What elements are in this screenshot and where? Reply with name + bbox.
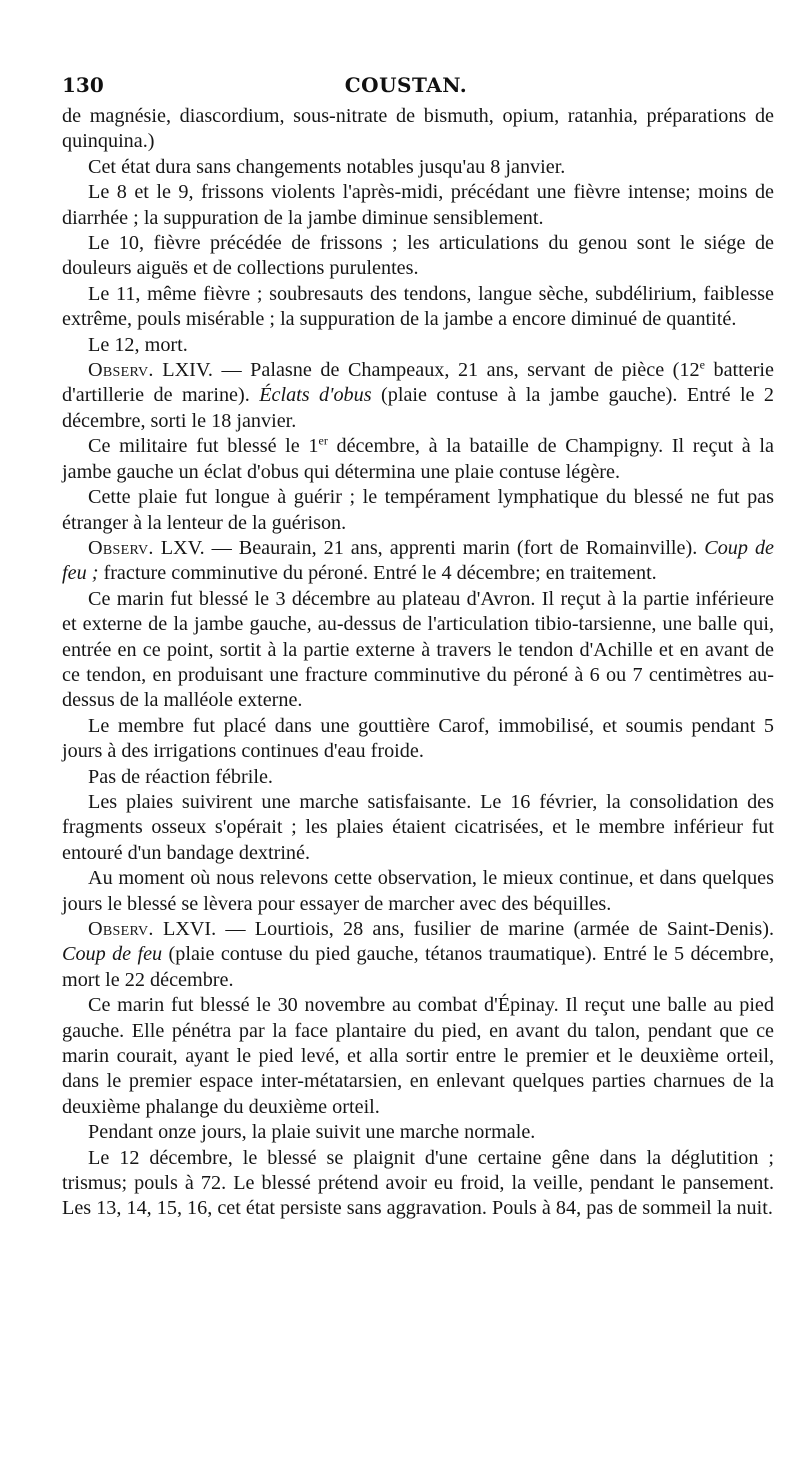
observation-details: fracture comminutive du péroné. Entré le 4 décembre; en traitement. — [103, 562, 657, 585]
paragraph: Le 12 décembre, le blessé se plaignit d'une certaine gêne dans la déglutition ; trismus; pouls à 72. Le blessé prétend avoir eu froid, la veille, pendant le pansement. Les 13, 14, 15, 16, cet état persiste sans aggravation. Pouls à 84, pas de sommeil la nuit. — [62, 1146, 774, 1220]
paragraph — [62, 434, 774, 485]
observation-text: batterie d'artillerie de marine). — [62, 359, 774, 407]
observation-heading — [62, 536, 774, 587]
paragraph-text: décembre, à la bataille de Champigny. Il reçut à la jambe gauche un éclat d'obus qui détermina une plaie contuse légère. — [62, 435, 774, 483]
observation-number: LXV. — Beaurain, 21 ans, apprenti marin (fort de Romainville). — [160, 536, 698, 559]
paragraph: Ce marin fut blessé le 3 décembre au plateau d'Avron. Il reçut à la partie inférieure et externe de la jambe gauche, au-dessus de l'articulation tibio-tarsienne, une balle qui, entrée en ce point, sortit à la partie externe à travers le tendon d'Achille et en avant de ce tendon, en produisant une fracture comminutive du péroné à 6 ou 7 centimètres au-dessus de la malléole externe. — [62, 587, 774, 712]
paragraph: Le 11, même fièvre ; soubresauts des tendons, langue sèche, subdélirium, faiblesse extrême, pouls misérable ; la suppuration de la jambe a encore diminué de quantité. — [62, 282, 774, 331]
observation-diagnosis: Coup de feu — [62, 943, 163, 966]
observation-heading — [62, 358, 774, 434]
observation-heading — [62, 917, 774, 993]
observation-details: (plaie contuse du pied gauche, tétanos traumatique). Entré le 5 décembre, mort le 22 décembre. — [62, 943, 774, 991]
ordinal-superscript: e — [699, 357, 705, 372]
paragraph: Au moment où nous relevons cette observation, le mieux continue, et dans quelques jours le blessé se lèvera pour essayer de marcher avec des béquilles. — [62, 867, 774, 915]
observation-diagnosis: Éclats d'obus — [259, 384, 372, 407]
observation-label: Observ. — [88, 536, 154, 559]
running-head — [62, 70, 750, 100]
observation-number: LXVI. — Lourtiois, 28 ans, fusilier de marine (armée de Saint-Denis). — [162, 918, 775, 940]
body-text — [62, 104, 774, 1222]
paragraph: Le membre fut placé dans une gouttière Carof, immobilisé, et soumis pendant 5 jours à des irrigations continues d'eau froide. — [62, 714, 774, 763]
paragraph: Pendant onze jours, la plaie suivit une marche normale. — [88, 1121, 536, 1144]
observation-number: LXIV. — Palasne de Champeaux, 21 ans, servant de pièce (12 — [162, 359, 700, 382]
paragraph: Le 8 et le 9, frissons violents l'après-midi, précédant une fièvre intense; moins de diarrhée ; la suppuration de la jambe diminue sensiblement. — [62, 181, 774, 229]
paragraph: Les plaies suivirent une marche satisfaisante. Le 16 février, la consolidation des fragments osseux s'opérait ; les plaies étaient cicatrisées, et le membre inférieur fut entouré d'un bandage dextriné. — [62, 790, 774, 864]
observation-label: Observ. — [88, 359, 154, 382]
paragraph: Ce marin fut blessé le 30 novembre au combat d'Épinay. Il reçut une balle au pied gauche. Elle pénétra par la face plantaire du pied, en avant du talon, pendant que ce marin courait, ayant le pied levé, et alla sortir entre le premier et le deuxième orteil, dans le premier espace inter-métatarsien, en enlevant quelques parties charnues de la deuxième phalange du deuxième orteil. — [62, 994, 774, 1118]
observation-label: Observ. — [88, 918, 154, 940]
paragraph: Cette plaie fut longue à guérir ; le tempérament lymphatique du blessé ne fut pas étranger à la lenteur de la guérison. — [62, 486, 774, 534]
ordinal-superscript: er — [318, 433, 328, 448]
paragraph: Le 10, fièvre précédée de frissons ; les articulations du genou sont le siége de douleurs aiguës et de collections purulentes. — [62, 232, 774, 280]
paragraph: Le 12, mort. — [88, 333, 188, 356]
running-title: COUSTAN. — [344, 73, 468, 97]
paragraph: de magnésie, diascordium, sous-nitrate de bismuth, opium, ratanhia, préparations de quinquina.) — [62, 105, 774, 153]
page-number: 130 — [62, 73, 104, 97]
paragraph: Pas de réaction fébrile. — [88, 765, 273, 788]
observation-diagnosis: Coup de feu ; — [62, 536, 774, 585]
observation-details: (plaie contuse à la jambe gauche). Entré le 2 décembre, sorti le 18 janvier. — [62, 384, 775, 432]
paragraph: Cet état dura sans changements notables jusqu'au 8 janvier. — [88, 155, 566, 178]
paragraph-text: Ce militaire fut blessé le 1 — [88, 435, 319, 458]
